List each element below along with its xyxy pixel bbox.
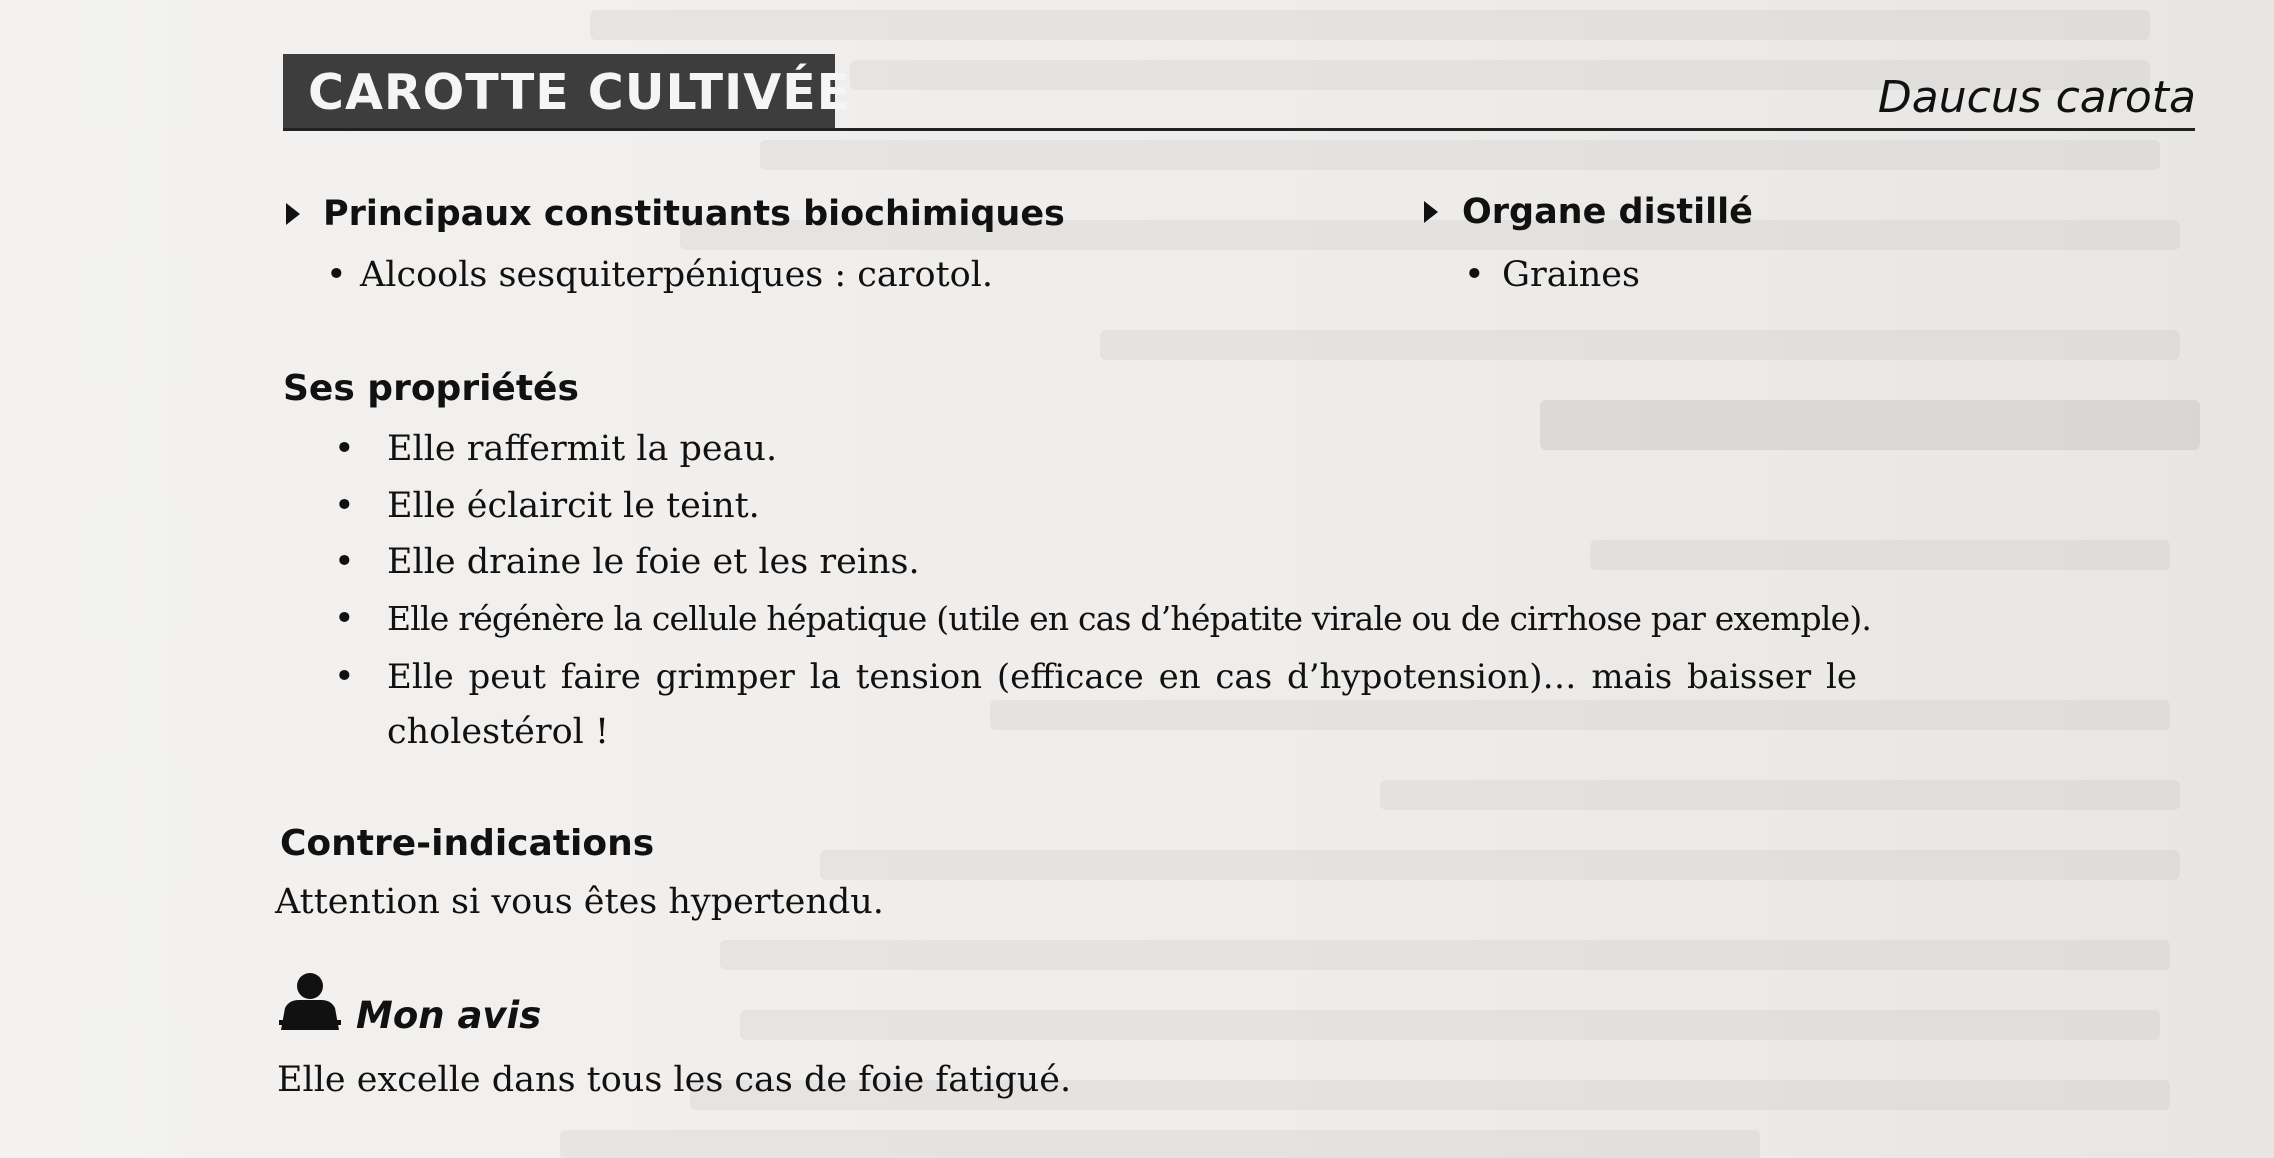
opinion-heading: Mon avis (356, 994, 542, 1037)
bullet: • (334, 599, 355, 639)
property-item: Elle régénère la cellule hépatique (utile en cas d’hépatite virale ou de cirrhose par exemple). (387, 599, 1872, 638)
opinion-text: Elle excelle dans tous les cas de foie fatigué. (277, 1060, 1072, 1100)
property-item-continuation: cholestérol ! (387, 712, 610, 752)
arrow-right-icon (1424, 201, 1438, 223)
property-item: Elle draine le foie et les reins. (387, 542, 920, 582)
property-item: Elle éclaircit le teint. (387, 486, 760, 526)
constituents-heading: Principaux constituants biochimiques (323, 194, 1065, 234)
property-item: Elle peut faire grimper la tension (efficace en cas d’hypotension)… mais baisser le (387, 657, 1857, 697)
properties-heading: Ses propriétés (283, 368, 579, 409)
organ-item: Graines (1502, 255, 1640, 295)
header-rule (283, 128, 2195, 131)
bullet: • (334, 429, 355, 469)
contraindications-heading: Contre-indications (280, 823, 655, 864)
person-icon (277, 972, 343, 1032)
bullet: • (326, 255, 347, 295)
contraindications-text: Attention si vous êtes hypertendu. (275, 882, 884, 922)
organ-heading: Organe distillé (1462, 192, 1753, 232)
bullet: • (1464, 255, 1485, 295)
bullet: • (334, 486, 355, 526)
arrow-right-icon (286, 203, 300, 225)
latin-name: Daucus carota (1877, 72, 2196, 123)
bullet: • (334, 657, 355, 697)
bullet: • (334, 542, 355, 582)
page-title: CAROTTE CULTIVÉE (308, 64, 852, 121)
constituent-item: Alcools sesquiterpéniques : carotol. (360, 255, 994, 295)
property-item: Elle raffermit la peau. (387, 429, 778, 469)
